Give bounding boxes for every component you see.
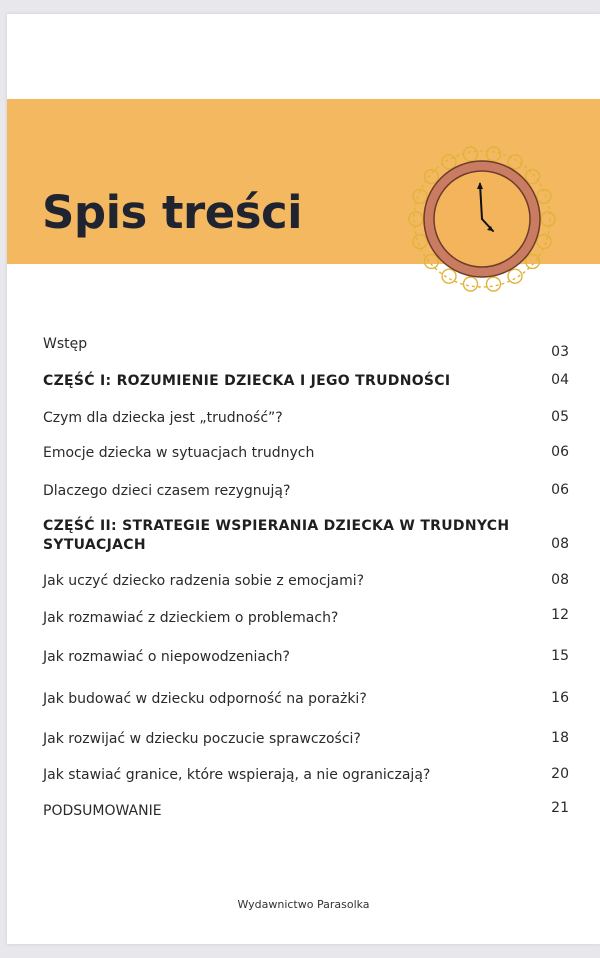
toc-section-heading: CZĘŚĆ II: STRATEGIE WSPIERANIA DZIECKA W TRUDNYCH SYTUACJACH — [43, 518, 510, 553]
toc-page-number: 04 — [551, 372, 569, 388]
toc-entry: Czym dla dziecka jest „trudność”? — [43, 410, 283, 426]
toc-page-number: 16 — [551, 690, 569, 706]
publisher-footer: Wydawnictwo Parasolka — [237, 898, 370, 911]
table-of-contents — [7, 14, 600, 944]
toc-page-number: 12 — [551, 607, 569, 623]
toc-entry: Jak rozwijać w dziecku poczucie sprawczości? — [43, 731, 361, 747]
page-title: Spis treści — [42, 186, 303, 239]
toc-entry: Jak rozmawiać z dzieckiem o problemach? — [43, 610, 339, 626]
toc-page-number: 15 — [551, 648, 569, 664]
toc-entry: PODSUMOWANIE — [43, 803, 162, 819]
toc-page-number: 18 — [551, 730, 569, 746]
toc-page-number: 03 — [551, 344, 569, 360]
document-page — [7, 14, 600, 944]
toc-entry: Jak stawiać granice, które wspierają, a nie ograniczają? — [43, 767, 431, 783]
toc-page-number: 06 — [551, 482, 569, 498]
toc-page-number: 06 — [551, 444, 569, 460]
toc-page-number: 08 — [551, 536, 569, 552]
toc-entry: Wstęp — [43, 336, 88, 352]
toc-entry: Jak rozmawiać o niepowodzeniach? — [43, 649, 290, 665]
toc-page-number: 21 — [551, 800, 569, 816]
toc-entry: Dlaczego dzieci czasem rezygnują? — [43, 483, 291, 499]
toc-page-number: 08 — [551, 572, 569, 588]
toc-entry: Jak budować w dziecku odporność na porażki? — [43, 691, 367, 707]
toc-section-heading: CZĘŚĆ I: ROZUMIENIE DZIECKA I JEGO TRUDNOŚCI — [43, 373, 451, 389]
toc-page-number: 05 — [551, 409, 569, 425]
toc-entry: Emocje dziecka w sytuacjach trudnych — [43, 445, 315, 461]
toc-entry: Jak uczyć dziecko radzenia sobie z emocjami? — [43, 573, 365, 589]
toc-page-number: 20 — [551, 766, 569, 782]
